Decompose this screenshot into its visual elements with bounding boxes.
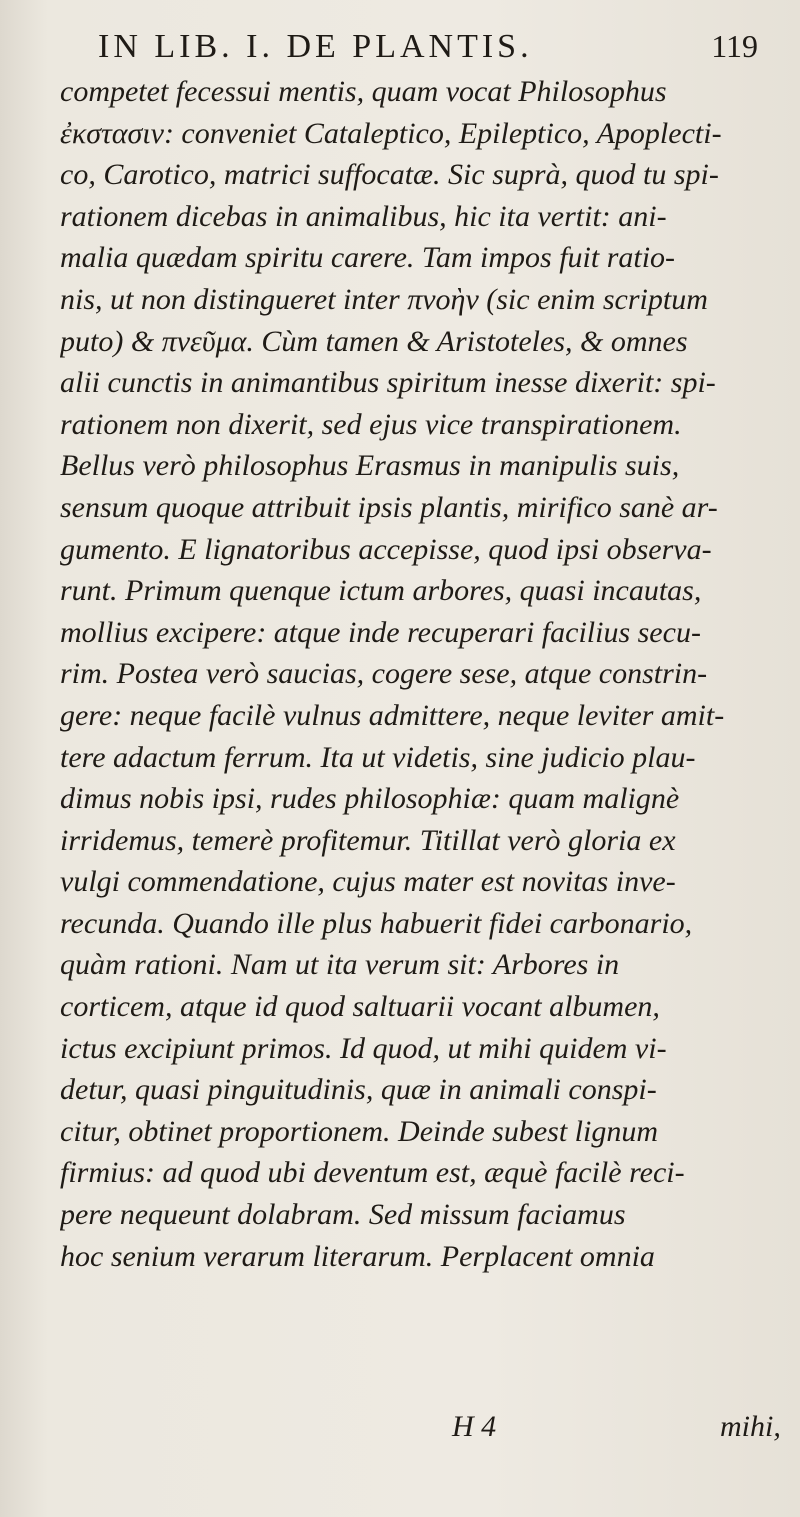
text-line: hoc senium verarum literarum. Perplacent omnia — [60, 1239, 655, 1273]
text-line: competet fecessui mentis, quam vocat Philosophus — [60, 75, 667, 108]
text-line: nis, ut non distingueret inter πνοὴν (sic enim scriptum — [60, 282, 708, 316]
body-text — [60, 71, 795, 1277]
page-number: 119 — [711, 28, 758, 64]
text-line: sensum quoque attribuit ipsis plantis, mirifico sanè ar- — [60, 490, 718, 524]
text-line: dimus nobis ipsi, rudes philosophiæ: quam malignè — [60, 782, 680, 816]
text-line: citur, obtinet proportionem. Deinde subest lignum — [60, 1114, 659, 1148]
text-line: tere adactum ferrum. Ita ut videtis, sine judicio plau- — [60, 740, 696, 774]
text-line: runt. Primum quenque ictum arbores, quasi incautas, — [60, 574, 702, 608]
text-line: pere nequeunt dolabram. Sed missum faciamus — [60, 1198, 626, 1232]
text-line: ictus excipiunt primos. Id quod, ut mihi quidem vi- — [60, 1031, 667, 1065]
text-line: gumento. E lignatoribus accepisse, quod ipsi observa- — [60, 532, 712, 566]
text-line: rationem non dixerit, sed ejus vice transpirationem. — [60, 407, 682, 441]
catchword: mihi, — [720, 1410, 781, 1443]
running-head — [98, 28, 758, 68]
text-line: corticem, atque id quod saltuarii vocant albumen, — [60, 990, 660, 1024]
text-line: mollius excipere: atque inde recuperari facilius secu- — [60, 615, 701, 649]
text-line: irridemus, temerè profitemur. Titillat verò gloria ex — [60, 823, 676, 857]
text-line: Bellus verò philosophus Erasmus in manipulis suis, — [60, 449, 680, 483]
text-line: puto) & πνεῦμα. Cùm tamen & Aristoteles, & omnes — [60, 324, 688, 358]
text-line: rationem dicebas in animalibus, hic ita vertit: ani- — [60, 199, 667, 233]
text-line: gere: neque facilè vulnus admittere, neque leviter amit- — [60, 698, 725, 732]
text-line: quàm rationi. Nam ut ita verum sit: Arbores in — [60, 948, 620, 982]
text-line: rim. Postea verò saucias, cogere sese, atque constrin- — [60, 657, 708, 691]
text-line: co, Carotico, matrici suffocatæ. Sic suprà, quod tu spi- — [60, 158, 719, 192]
text-line: ἐκστασιν: conveniet Cataleptico, Epileptico, Apoplecti- — [60, 116, 722, 150]
signature-mark: H 4 — [452, 1410, 497, 1443]
text-line: recunda. Quando ille plus habuerit fidei carbonario, — [60, 906, 693, 940]
page-footer — [60, 1410, 795, 1450]
text-line: firmius: ad quod ubi deventum est, æquè facilè reci- — [60, 1156, 685, 1190]
text-line: vulgi commendatione, cujus mater est novitas inve- — [60, 865, 676, 899]
text-line: malia quædam spiritu carere. Tam impos fuit ratio- — [60, 241, 676, 275]
running-title: IN LIB. I. DE PLANTIS. — [98, 28, 533, 65]
text-line: detur, quasi pinguitudinis, quæ in animali conspi- — [60, 1073, 657, 1107]
text-line: alii cunctis in animantibus spiritum inesse dixerit: spi- — [60, 366, 716, 400]
